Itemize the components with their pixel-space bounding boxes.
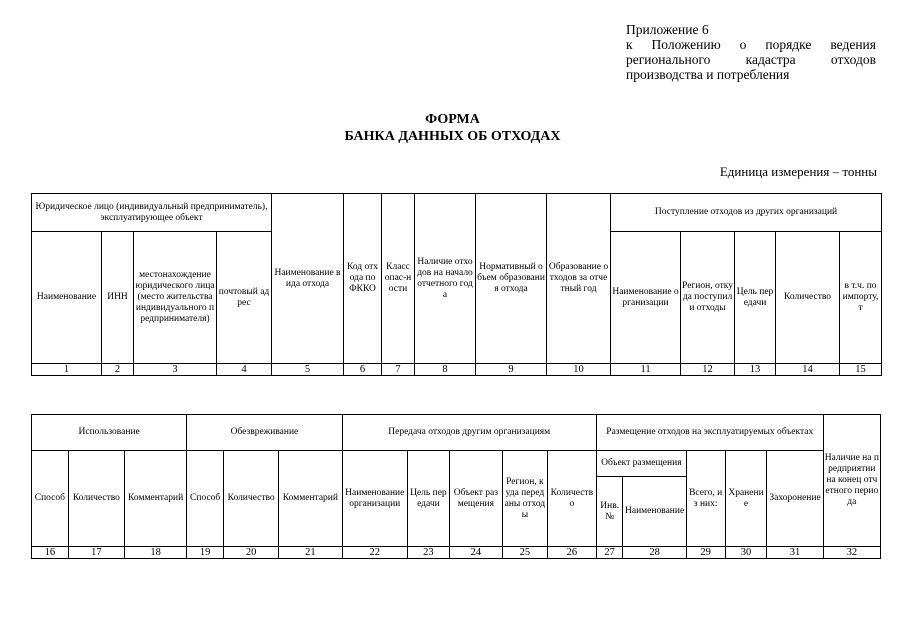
col-number: 26 <box>547 547 596 559</box>
col-number: 19 <box>187 547 224 559</box>
col-object-name: Наименование <box>623 477 686 547</box>
col-generated-in-year: Образование отходов за отчетный год <box>547 194 611 364</box>
col-stock-at-period-end: Наличие на предприятии на конец отчетного периода <box>823 415 880 547</box>
col-number: 28 <box>623 547 686 559</box>
col-waste-type-name: Наименование вида отхода <box>272 194 344 364</box>
col-number: 10 <box>547 364 611 376</box>
col-number: 17 <box>68 547 124 559</box>
col-number: 20 <box>224 547 279 559</box>
col-transfer-purpose: Цель передачи <box>735 232 776 364</box>
col-number: 22 <box>342 547 407 559</box>
col-receiver-organization: Наименование организации <box>342 451 407 547</box>
waste-bank-table-1 <box>31 193 882 376</box>
col-number: 31 <box>767 547 823 559</box>
legal-entity-group-header: Юридическое лицо (индивидуальный предприниматель), эксплуатирующее объект <box>32 194 272 232</box>
appendix-note <box>626 22 876 82</box>
col-quantity: Количество <box>776 232 840 364</box>
col-placement-object: Объект размещения <box>449 451 502 547</box>
col-neutral-quantity: Количество <box>224 451 279 547</box>
col-number: 1 <box>32 364 102 376</box>
col-number: 30 <box>725 547 767 559</box>
col-hazard-class: Класс опас-ности <box>382 194 415 364</box>
use-group-header: Использование <box>32 415 187 451</box>
transfer-group-header: Передача отходов другим организациям <box>342 415 596 451</box>
col-number: 6 <box>344 364 382 376</box>
col-import-quantity: в т.ч. по импорту, т <box>840 232 882 364</box>
neutralization-group-header: Обезвреживание <box>187 415 342 451</box>
col-number: 32 <box>823 547 880 559</box>
col-number: 25 <box>502 547 547 559</box>
placement-object-group-header: Объект размещения <box>596 451 686 477</box>
col-number: 24 <box>449 547 502 559</box>
col-number: 29 <box>686 547 725 559</box>
col-storage: Хранение <box>725 451 767 547</box>
col-inn: ИНН <box>102 232 134 364</box>
appendix-number: Приложение 6 <box>626 22 709 37</box>
col-number: 21 <box>279 547 342 559</box>
col-number: 7 <box>382 364 415 376</box>
col-number: 5 <box>272 364 344 376</box>
col-transfer-purpose-2: Цель передачи <box>407 451 449 547</box>
col-neutral-comment: Комментарий <box>279 451 342 547</box>
col-source-organization: Наименование организации <box>611 232 681 364</box>
col-number: 14 <box>776 364 840 376</box>
appendix-line: регионального кадастра отходов <box>626 52 876 67</box>
col-neutral-method: Способ <box>187 451 224 547</box>
col-destination-region: Регион, куда переданы отходы <box>502 451 547 547</box>
col-number: 9 <box>476 364 547 376</box>
appendix-line: к Положению о порядке ведения <box>626 37 876 52</box>
col-legal-address: местонахождение юридического лица (место жительства индивидуального предпринимателя) <box>134 232 217 364</box>
col-number: 8 <box>415 364 476 376</box>
col-number: 27 <box>596 547 623 559</box>
col-number: 3 <box>134 364 217 376</box>
col-fkko-code: Код отхода по ФККО <box>344 194 382 364</box>
placement-group-header: Размещение отходов на эксплуатируемых объектах <box>596 415 823 451</box>
col-number: 2 <box>102 364 134 376</box>
col-use-method: Способ <box>32 451 69 547</box>
col-burial: Захоронение <box>767 451 823 547</box>
col-source-region: Регион, откуда поступили отходы <box>681 232 735 364</box>
col-number: 18 <box>124 547 186 559</box>
col-postal-address: почтовый адрес <box>217 232 272 364</box>
col-name: Наименование <box>32 232 102 364</box>
appendix-line: производства и потребления <box>626 67 790 82</box>
col-number: 12 <box>681 364 735 376</box>
col-placement-total: Всего, из них: <box>686 451 725 547</box>
form-title: ФОРМА <box>425 112 480 127</box>
col-inventory-number: Инв. № <box>596 477 623 547</box>
form-subtitle: БАНКА ДАННЫХ ОБ ОТХОДАХ <box>344 129 561 144</box>
col-number: 4 <box>217 364 272 376</box>
col-use-quantity: Количество <box>68 451 124 547</box>
incoming-waste-group-header: Поступление отходов из других организаций <box>611 194 882 232</box>
col-number: 23 <box>407 547 449 559</box>
col-number: 15 <box>840 364 882 376</box>
waste-bank-table-2 <box>31 414 881 559</box>
col-number: 13 <box>735 364 776 376</box>
col-number: 11 <box>611 364 681 376</box>
unit-of-measure: Единица измерения – тонны <box>719 164 877 179</box>
col-use-comment: Комментарий <box>124 451 186 547</box>
col-normative-volume: Нормативный объем образования отхода <box>476 194 547 364</box>
col-waste-at-start: Наличие отходов на начало отчетного года <box>415 194 476 364</box>
col-transfer-quantity: Количество <box>547 451 596 547</box>
col-number: 16 <box>32 547 69 559</box>
